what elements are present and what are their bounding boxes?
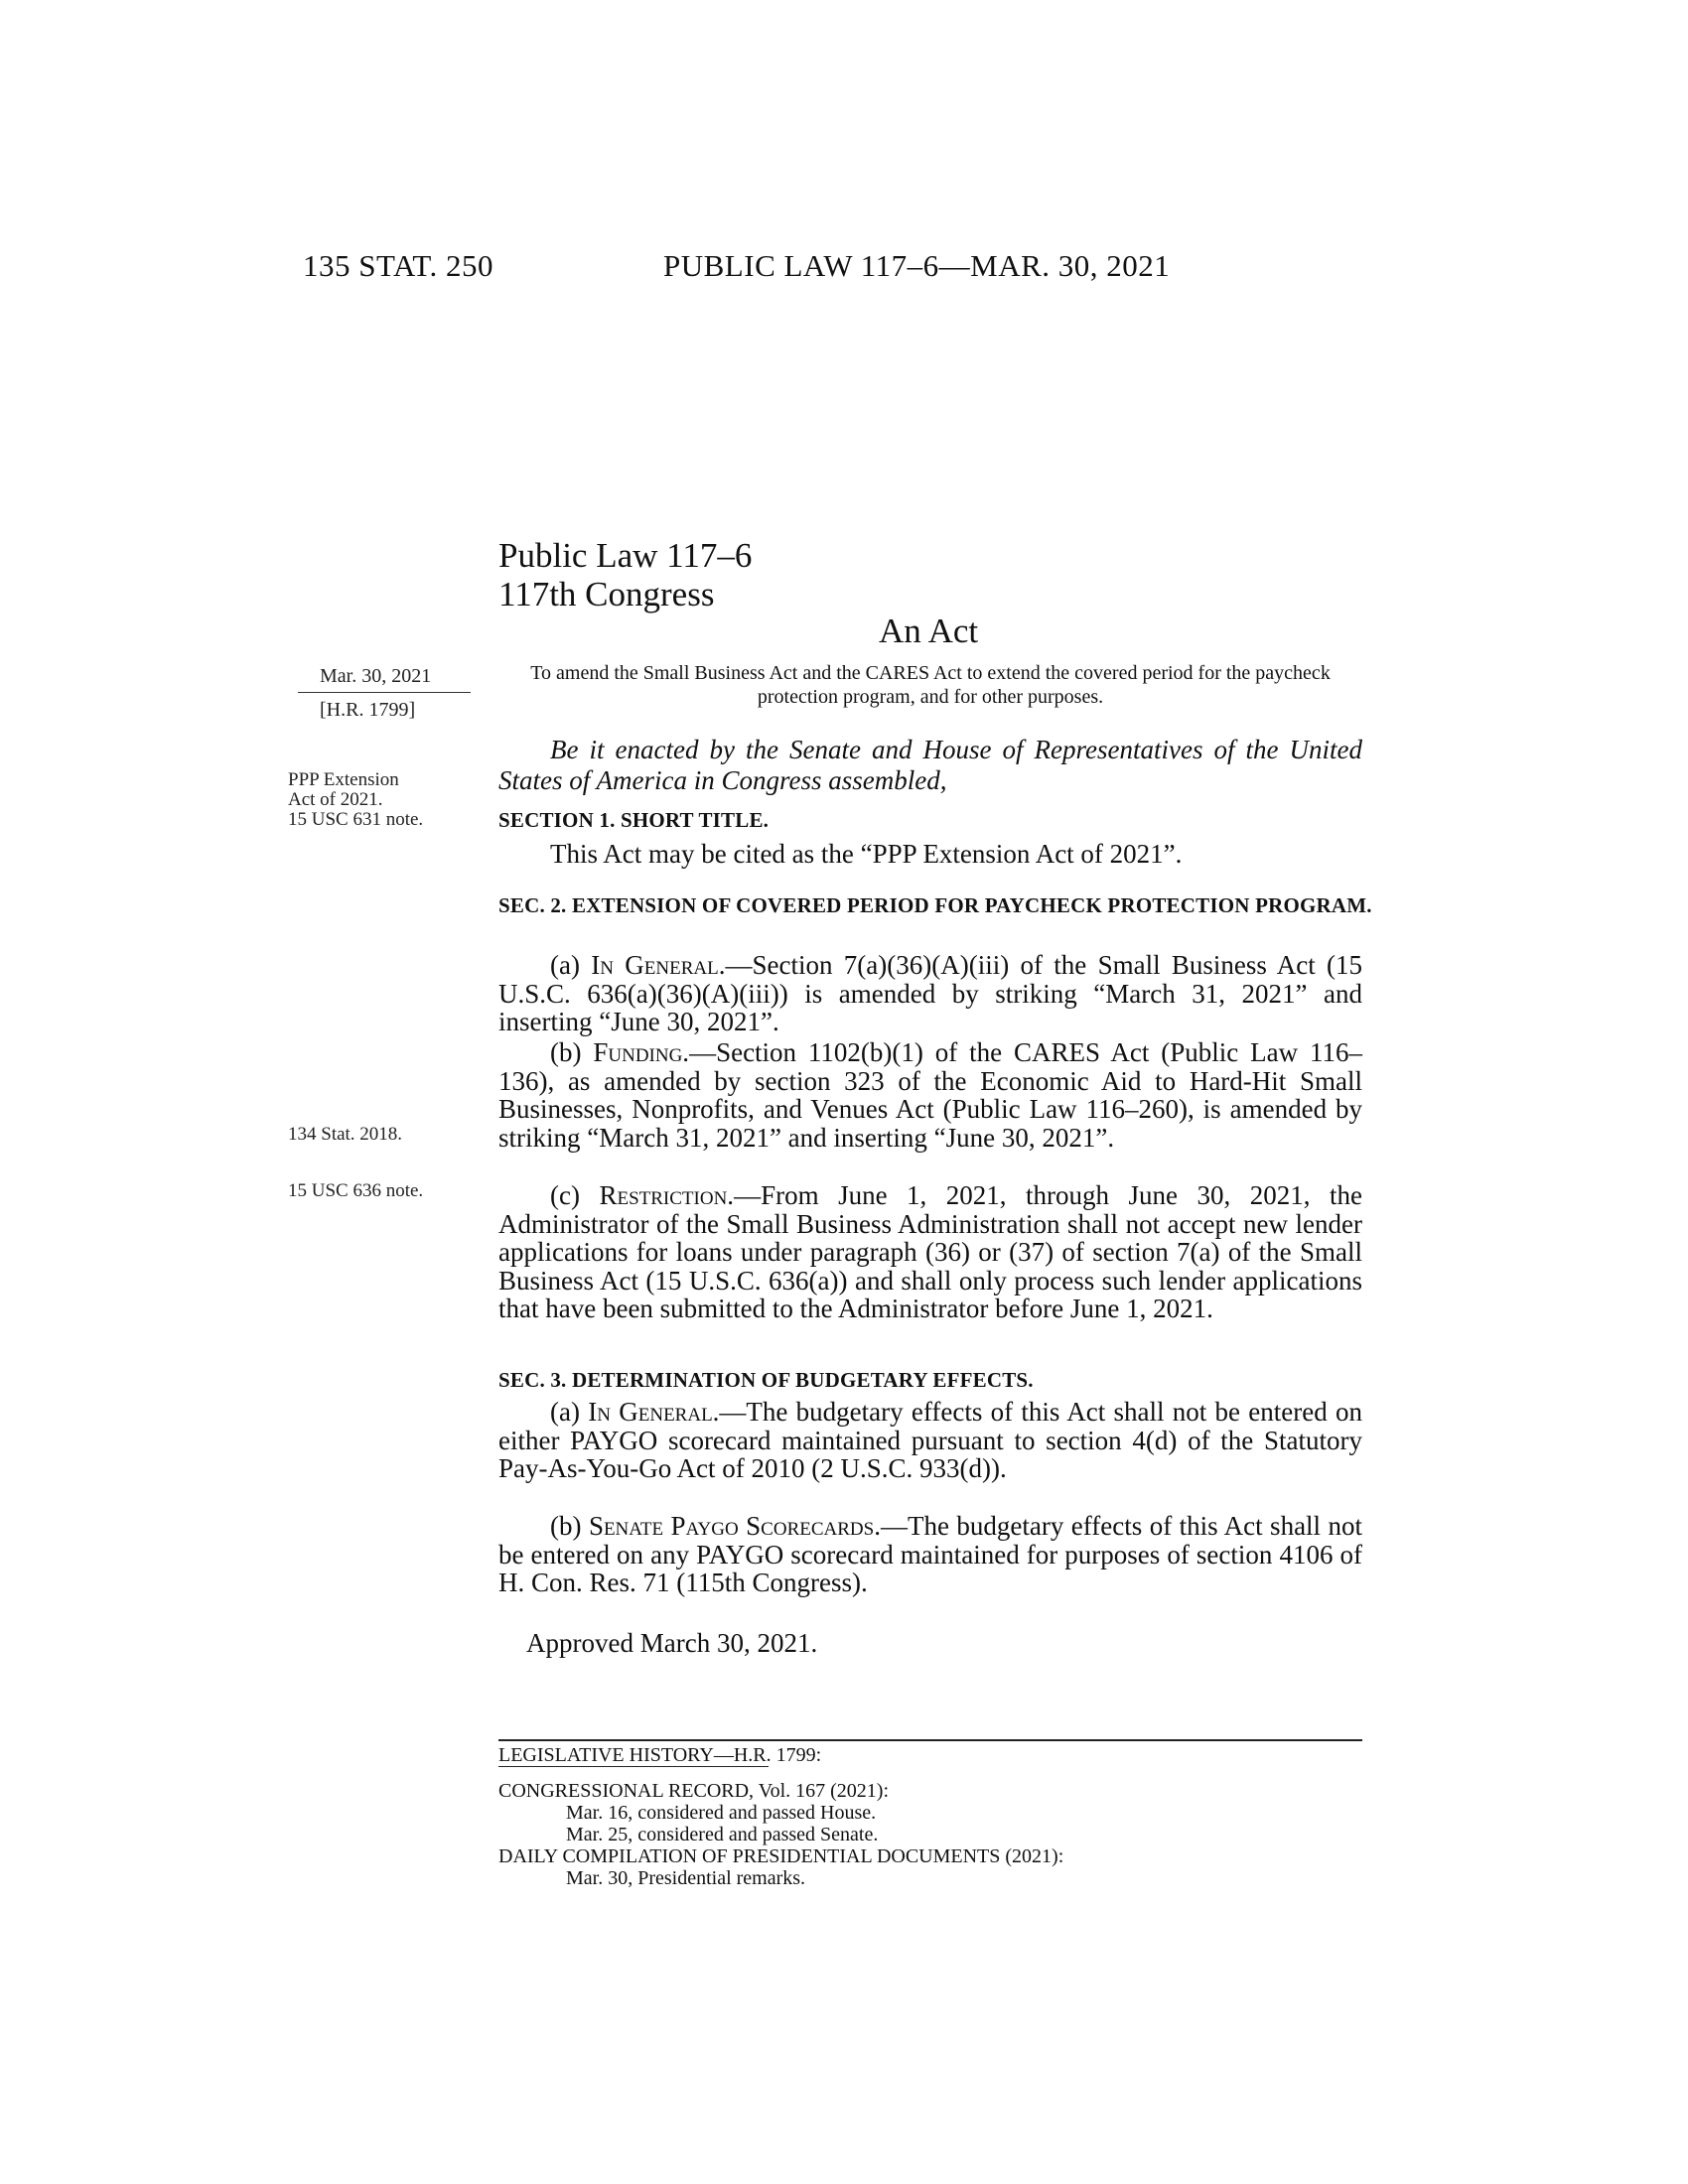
- subsection-text: —Section 7(a)(36)(A)(iii) of the Small Business Act (15 U.S.C. 636(a)(36)(A)(iii)) is amended by striking “March 31, 2021” and inserting “June 30, 2021”.: [498, 950, 1362, 1036]
- section-3-heading: SEC. 3. DETERMINATION OF BUDGETARY EFFECTS.: [498, 1368, 1034, 1392]
- subsection-text: —The budgetary effects of this Act shall not be entered on either PAYGO scorecard maintained pursuant to section 4(d) of the Statutory Pay-As-You-Go Act of 2010 (2 U.S.C. 933(d)).: [498, 1397, 1362, 1483]
- enacting-clause: Be it enacted by the Senate and House of Representatives of the United States of America in Congress assembled,: [498, 735, 1362, 795]
- margin-note-date: Mar. 30, 2021: [320, 665, 432, 687]
- act-heading: An Act: [879, 612, 979, 650]
- purpose-clause: To amend the Small Business Act and the CARES Act to extend the covered period for the paycheck protection program, and for other purposes.: [530, 662, 1331, 708]
- margin-note-short-title-line: PPP Extension: [288, 769, 399, 790]
- subsection-caption: Senate Paygo Scorecards.: [588, 1511, 881, 1541]
- subsection-label: (b): [550, 1511, 589, 1541]
- margin-note-bill: [H.R. 1799]: [320, 699, 416, 721]
- running-header-law: PUBLIC LAW 117–6—MAR. 30, 2021: [663, 248, 1171, 283]
- legislative-history-line: Mar. 30, Presidential remarks.: [566, 1867, 806, 1889]
- margin-note-usc-ref: 15 USC 636 note.: [288, 1180, 424, 1201]
- subsection-text: —The budgetary effects of this Act shall not be entered on any PAYGO scorecard maintained for purposes of section 4106 of H. Con. Res. 71 (115th Congress).: [498, 1511, 1363, 1597]
- section-3-subsection-b: [498, 1512, 1362, 1597]
- section-2-subsection-b: [498, 1038, 1362, 1152]
- margin-note-divider: [298, 692, 471, 693]
- subsection-text: —Section 1102(b)(1) of the CARES Act (Public Law 116–136), as amended by section 323 of the Economic Aid to Hard-Hit Small Businesses, Nonprofits, and Venues Act (Public Law 116–260), is amended by striking “March 31, 2021” and inserting “June 30, 2021”.: [498, 1037, 1362, 1153]
- approved-date: Approved March 30, 2021.: [526, 1628, 818, 1658]
- subsection-text: —From June 1, 2021, through June 30, 2021, the Administrator of the Small Business Administration shall not accept new lender applications for loans under paragraph (36) or (37) of section 7(a) of the Small Business Act (15 U.S.C. 636(a)) and shall only process such lender applications that have been submitted to the Administrator before June 1, 2021.: [498, 1180, 1362, 1323]
- congress: 117th Congress: [498, 575, 715, 614]
- subsection-label: (b): [550, 1037, 594, 1067]
- subsection-caption: In General.: [588, 1397, 720, 1427]
- section-3-subsection-a: [498, 1398, 1362, 1483]
- margin-note-short-title-line: Act of 2021.: [288, 789, 383, 810]
- section-1-heading: SECTION 1. SHORT TITLE.: [498, 808, 770, 832]
- section-2-heading: SEC. 2. EXTENSION OF COVERED PERIOD FOR PAYCHECK PROTECTION PROGRAM.: [498, 893, 1372, 917]
- subsection-caption: Funding.: [593, 1037, 690, 1067]
- section-2-subsection-c: [498, 1181, 1362, 1323]
- section-1-text: This Act may be cited as the “PPP Extension Act of 2021”.: [550, 839, 1183, 869]
- section-2-subsection-a: [498, 951, 1362, 1036]
- legislative-history-line: CONGRESSIONAL RECORD, Vol. 167 (2021):: [498, 1780, 889, 1802]
- subsection-label: (a): [550, 1397, 589, 1427]
- subsection-label: (c): [550, 1180, 600, 1210]
- legislative-history-line: Mar. 16, considered and passed House.: [566, 1802, 877, 1824]
- running-header-stat: 135 STAT. 250: [303, 248, 494, 283]
- legislative-history-line: Mar. 25, considered and passed Senate.: [566, 1824, 879, 1845]
- margin-note-stat-ref: 134 Stat. 2018.: [288, 1124, 403, 1145]
- law-number: Public Law 117–6: [498, 536, 753, 575]
- legislative-history-title-underline: [498, 1766, 769, 1767]
- margin-note-short-title-line: 15 USC 631 note.: [288, 809, 424, 830]
- legislative-history-line: DAILY COMPILATION OF PRESIDENTIAL DOCUMENTS (2021):: [498, 1845, 1064, 1867]
- legislative-history-divider: [498, 1739, 1362, 1741]
- subsection-label: (a): [550, 950, 592, 980]
- legislative-history-title: LEGISLATIVE HISTORY—H.R. 1799:: [498, 1744, 822, 1766]
- subsection-caption: Restriction.: [599, 1180, 735, 1210]
- subsection-caption: In General.: [591, 950, 726, 980]
